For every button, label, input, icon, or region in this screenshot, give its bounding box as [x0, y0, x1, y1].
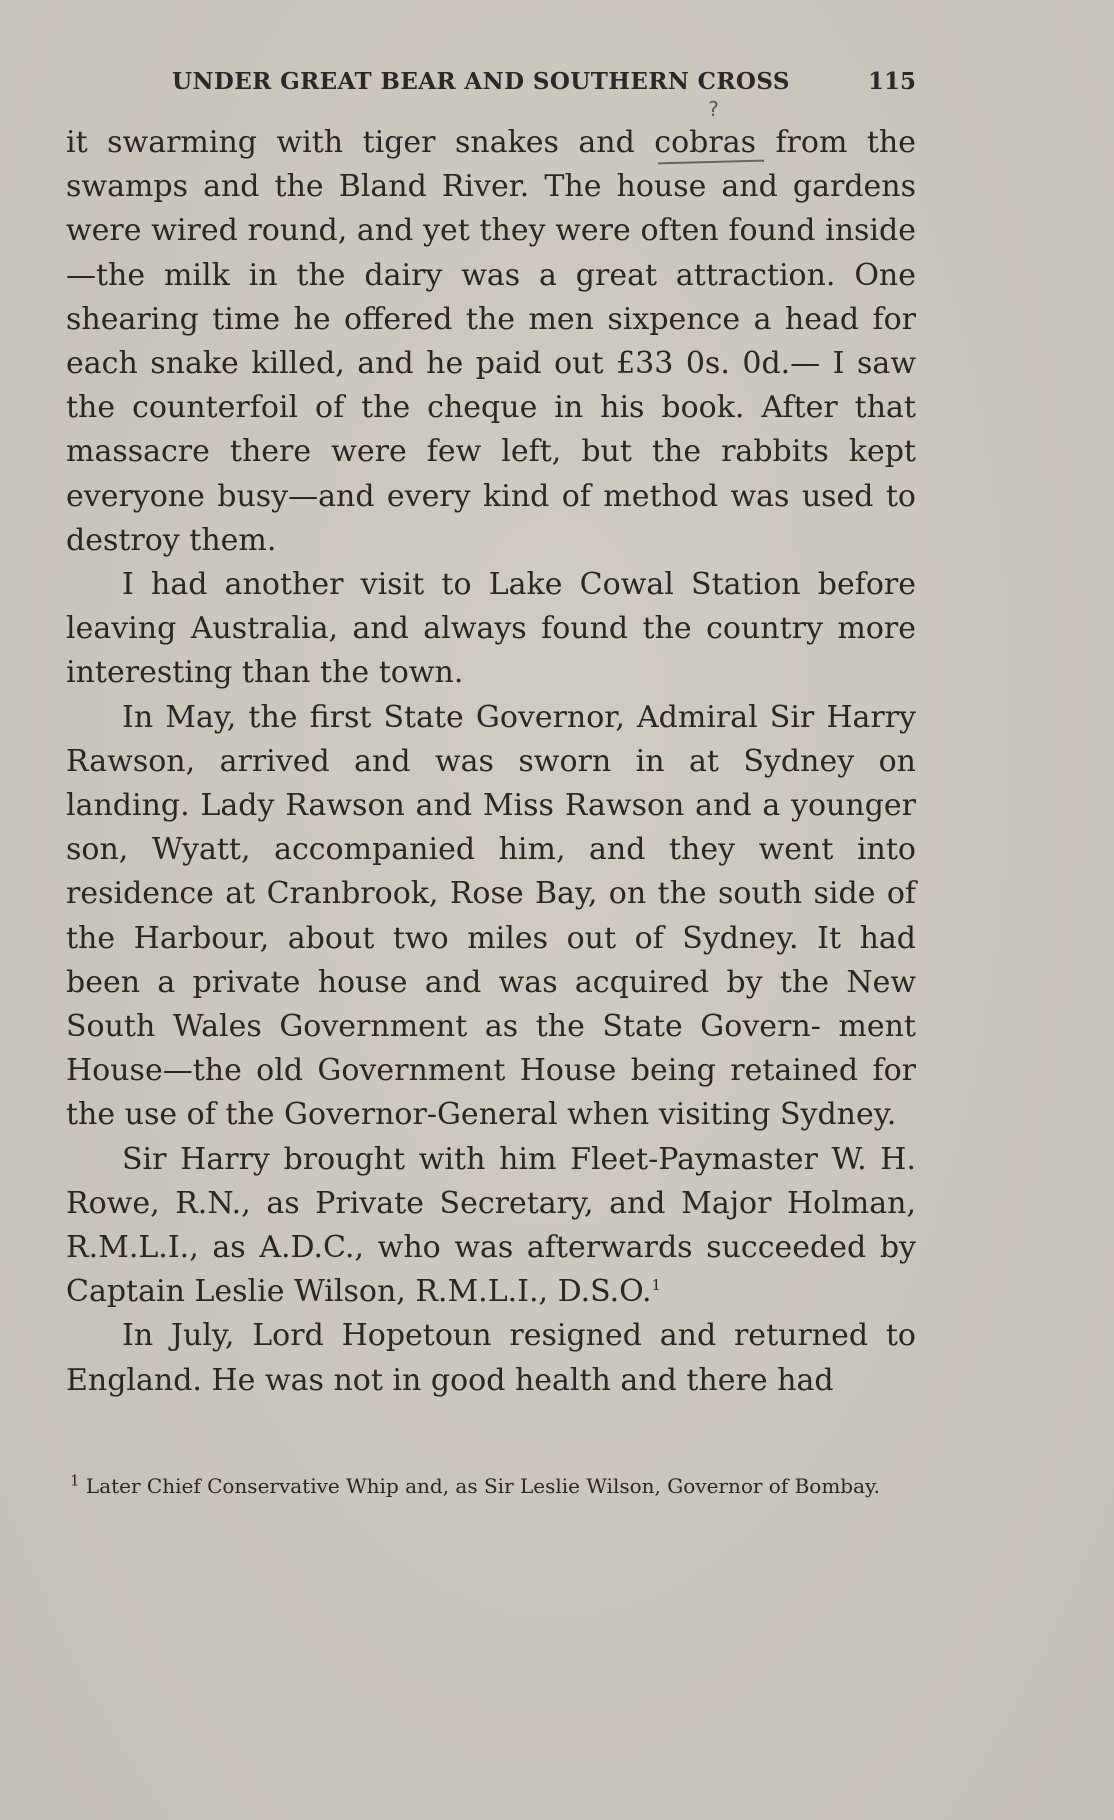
pencil-question-mark: ?: [708, 97, 719, 121]
annotated-word: [654, 97, 756, 165]
running-title: UNDER GREAT BEAR AND SOUTHERN CROSS: [172, 68, 790, 95]
footnote-text: Later Chief Conservative Whip and, as Sir Leslie Wilson, Governor of Bombay.: [85, 1474, 881, 1498]
footnote-marker: 1: [70, 1471, 80, 1490]
marked-word: cobras: [654, 125, 756, 160]
page-header: [172, 68, 916, 102]
page-number: 115: [867, 68, 916, 95]
footnote: [70, 1471, 916, 1498]
body-text: [66, 97, 917, 1403]
paragraph-1-lead: it swarming with tiger snakes and: [66, 125, 655, 160]
paragraph-4-text: Sir Harry brought with him Fleet-Paymaster W. H. Rowe, R.N., as Private Secretary, and Major Holman, R.M.L.I., as A.D.C., who was afterwards succeeded by Captain Leslie Wilson, R.M.L.I., D.S.O.: [66, 1141, 916, 1310]
footnote-reference: 1: [651, 1276, 662, 1295]
paragraph-4: [66, 1138, 916, 1315]
pencil-underline: [658, 160, 764, 165]
paragraph-1-rest: from the swamps and the Bland River. The house and gardens were wired round, and yet they were often found inside—the milk in the dairy was a great attraction. One shearing time he offered the men sixpence a head for each snake killed, and he paid out £33 0s. 0d.— I saw the counterfoil of the cheque in his book. After that massacre there were few left, but the rabbits kept everyone busy—and every kind of method was used to destroy them.: [66, 125, 917, 558]
paragraph-2: I had another visit to Lake Cowal Station before leaving Australia, and always found the country more interesting than the town.: [66, 567, 916, 691]
paragraph-1: [66, 97, 917, 563]
paragraph-5: In July, Lord Hopetoun resigned and returned to England. He was not in good health and there had: [66, 1318, 916, 1398]
paragraph-3: In May, the first State Governor, Admiral Sir Harry Rawson, arrived and was sworn in at Sydney on landing. Lady Rawson and Miss Rawson and a younger son, Wyatt, accompanied him, and they went into residence at Cranbrook, Rose Bay, on the south side of the Harbour, about two miles out of Sydney. It had been a private house and was acquired by the New South Wales Government as the State Govern- ment House—the old Government House being retained for the use of the Governor-General when visiting Sydney.: [66, 699, 916, 1133]
